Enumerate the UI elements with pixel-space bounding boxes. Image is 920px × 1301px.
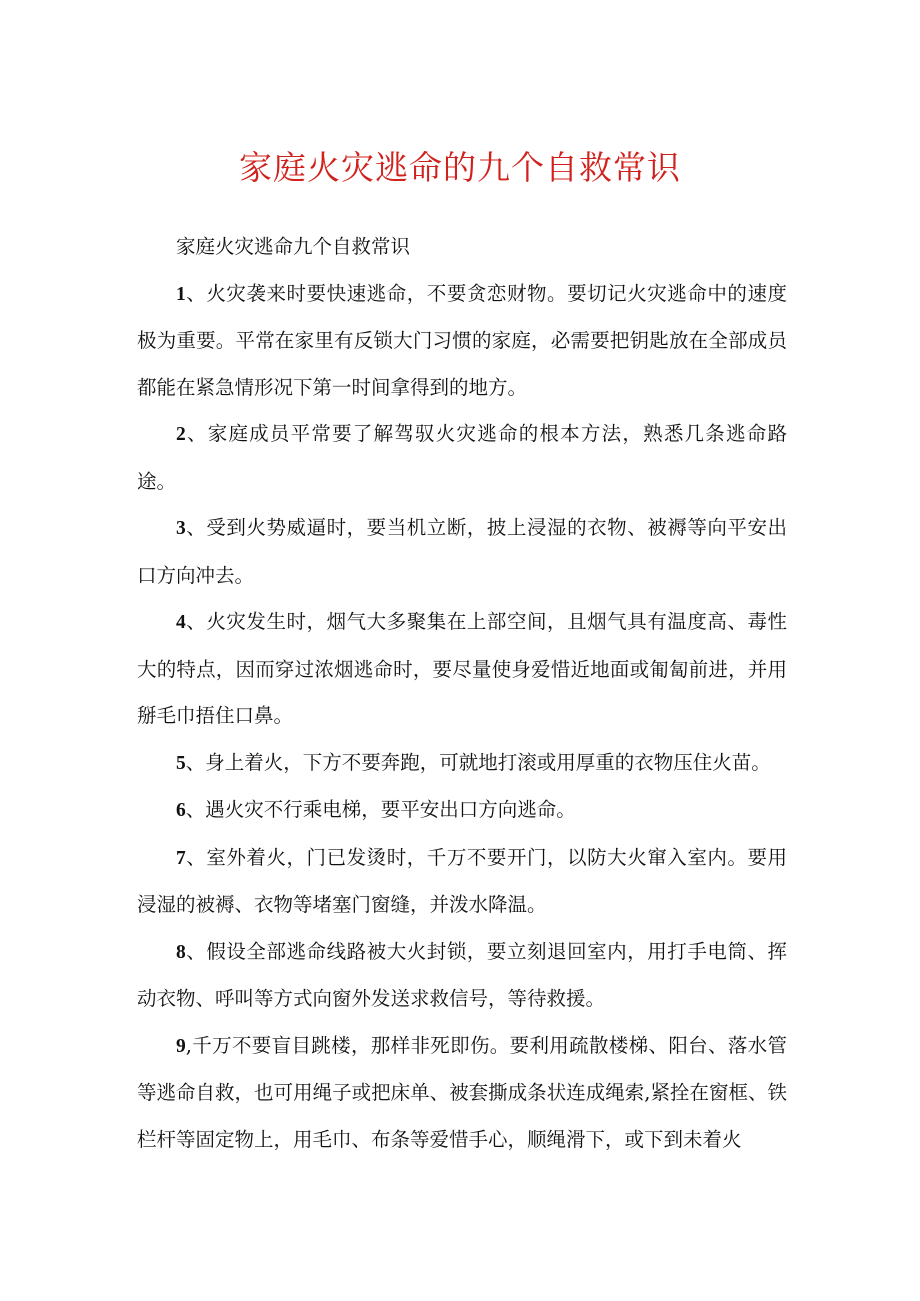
item-number: 9	[176, 1035, 186, 1057]
item-text: 身上着火，下方不要奔跑，可就地打滚或用厚重的衣物压住火苗。	[205, 750, 771, 774]
list-item	[137, 599, 787, 740]
list-item	[137, 271, 787, 412]
item-number: 3	[176, 518, 186, 539]
item-text: 火灾发生时，烟气大多聚集在上部空间，且烟气具有温度高、毒性大的特点，因而穿过浓烟逃命时，要尽量使身爱惜近地面或匍匐前进，并用掰毛巾捂住口鼻。	[137, 610, 787, 727]
item-number: 5	[176, 752, 186, 774]
list-item	[137, 740, 787, 788]
document-body	[137, 224, 787, 1163]
item-separator: 、	[185, 422, 208, 445]
item-separator: ,	[185, 1033, 192, 1057]
item-text: 遇火灾不行乘电梯，要平安出口方向逃命。	[205, 798, 576, 821]
subtitle: 家庭火灾逃命九个自救常识	[176, 235, 411, 258]
item-text: 假设全部逃命线路被大火封锁，要立刻退回室内，用打手电筒、挥动衣物、呼叫等方式向窗外发送求救信号，等待救援。	[137, 939, 787, 1010]
item-separator: 、	[185, 798, 206, 821]
item-text: 家庭成员平常要了解驾驭火灾逃命的根本方法，熟悉几条逃命路途。	[137, 422, 787, 493]
item-separator: 、	[185, 939, 207, 963]
list-item	[137, 411, 787, 505]
item-number: 2	[176, 424, 186, 445]
item-separator: 、	[185, 750, 206, 774]
item-number: 8	[176, 941, 186, 963]
list-item	[137, 787, 787, 835]
item-number: 4	[176, 612, 186, 633]
item-separator: 、	[185, 516, 207, 539]
list-item	[137, 505, 787, 599]
item-separator: 、	[185, 845, 207, 869]
item-text: 室外着火，门已发烫时，千万不要开门，以防大火窜入室内。要用浸湿的被褥、衣物等堵塞门窗缝，并泼水降温。	[137, 845, 787, 916]
item-text: 火灾袭来时要快速逃命，不要贪恋财物。要切记火灾逃命中的速度极为重要。平常在家里有反锁大门习惯的家庭，必需要把钥匙放在全部成员都能在紧急情形况下第一时间拿得到的地方。	[137, 281, 787, 399]
item-number: 7	[176, 847, 186, 869]
document-title: 家庭火灾逃命的九个自救常识	[239, 148, 681, 187]
item-text: 千万不要盲目跳楼，那样非死即伤。要利用疏散楼梯、阳台、落水管等逃命自救，也可用绳子或把床单、被套撕成条状连成绳索,紧拴在窗框、铁栏杆等固定物上，用毛巾、布条等爱惜手心，顺绳滑下，或下到未着火	[137, 1033, 787, 1151]
list-item	[137, 1023, 787, 1164]
item-number: 6	[176, 800, 186, 821]
item-text: 受到火势威逼时，要当机立断，披上浸湿的衣物、被褥等向平安出口方向冲去。	[137, 516, 787, 587]
item-number: 1	[176, 283, 186, 305]
item-separator: 、	[185, 281, 207, 305]
list-item	[137, 835, 787, 929]
list-item	[137, 929, 787, 1023]
item-separator: 、	[185, 610, 207, 633]
